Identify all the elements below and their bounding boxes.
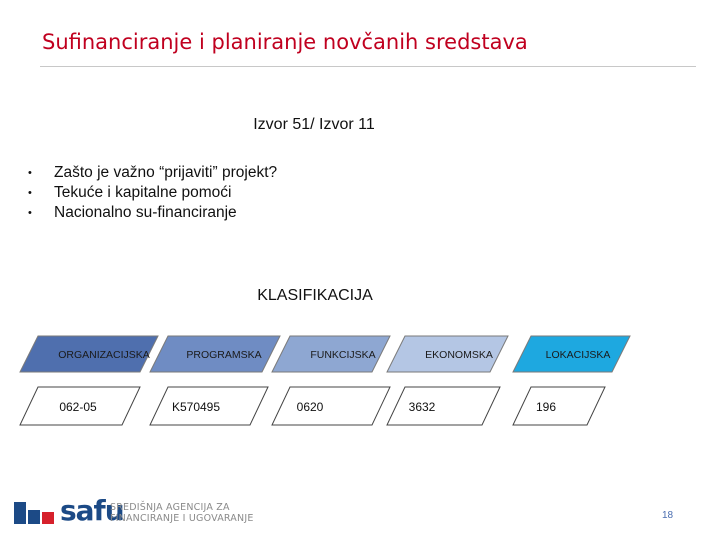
classification-heading: KLASIFIKACIJA bbox=[257, 287, 373, 304]
classification-header-0 bbox=[20, 336, 158, 372]
classification-value-3 bbox=[387, 387, 500, 425]
bullet-icon: • bbox=[28, 207, 32, 219]
value-label: 0620 bbox=[296, 400, 324, 414]
header-label: EKONOMSKA bbox=[425, 349, 493, 361]
header-label: ORGANIZACIJSKA bbox=[58, 349, 150, 361]
header-label: LOKACIJSKA bbox=[545, 349, 611, 361]
classification-header-3 bbox=[387, 336, 508, 372]
page-number: 18 bbox=[662, 510, 674, 521]
classification-value-0 bbox=[20, 387, 140, 425]
bullet-text: Zašto je važno “prijaviti” projekt? bbox=[54, 164, 278, 181]
value-shape bbox=[513, 387, 605, 425]
bullet-text: Nacionalno su-financiranje bbox=[54, 204, 237, 221]
agency-name bbox=[110, 502, 254, 524]
slide-title: Sufinanciranje i planiranje novčanih sredstava bbox=[42, 30, 528, 54]
header-label: PROGRAMSKA bbox=[186, 349, 262, 361]
classification-header-1 bbox=[150, 336, 280, 372]
slide-subtitle: Izvor 51/ Izvor 11 bbox=[253, 116, 375, 133]
value-shape bbox=[272, 387, 390, 425]
agency-line-2: FINANCIRANJE I UGOVARANJE bbox=[110, 513, 254, 524]
value-label: 196 bbox=[535, 400, 557, 414]
logo-wordmark: safu bbox=[60, 494, 124, 527]
value-label: 3632 bbox=[408, 400, 436, 414]
safu-logo-icon bbox=[14, 496, 58, 526]
value-label: K570495 bbox=[171, 400, 221, 414]
classification-value-2 bbox=[272, 387, 390, 425]
classification-value-4 bbox=[513, 387, 605, 425]
value-label: 062-05 bbox=[59, 400, 97, 414]
bullet-text: Tekuće i kapitalne pomoći bbox=[54, 184, 232, 201]
bullet-icon: • bbox=[28, 187, 32, 199]
agency-line-1: SREDIŠNJA AGENCIJA ZA bbox=[110, 502, 230, 513]
bullet-icon: • bbox=[28, 167, 32, 179]
classification-header-4 bbox=[513, 336, 630, 372]
classification-value-1 bbox=[150, 387, 268, 425]
header-label: FUNKCIJSKA bbox=[310, 349, 376, 361]
value-shape bbox=[387, 387, 500, 425]
classification-header-2 bbox=[272, 336, 390, 372]
